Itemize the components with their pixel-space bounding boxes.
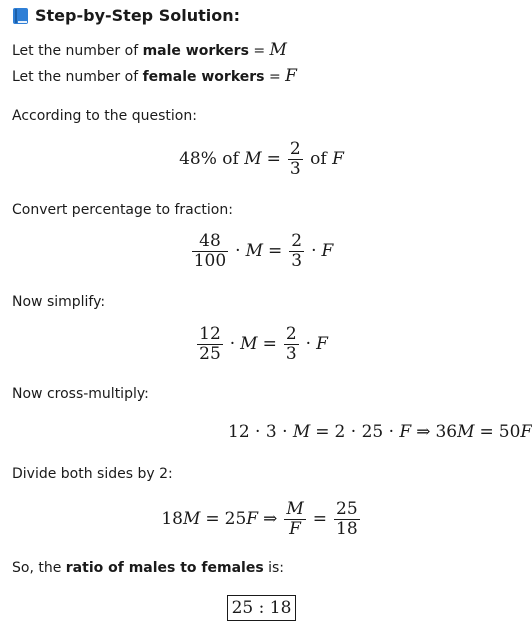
of-word: of [310,149,327,169]
eq-sign: = [315,422,330,442]
eq1-left: 48% of [179,149,245,169]
step-simplify: Now simplify: [12,294,106,310]
intro-prefix: Let the number of [12,43,143,59]
denominator: 3 [291,251,303,271]
var-m: M [240,334,258,354]
equation-3 [0,325,523,364]
denominator: 100 [193,251,227,271]
denominator: 3 [285,344,297,364]
dot: · [305,334,312,354]
eq-sign: = [205,509,220,529]
dot: · [311,241,317,261]
step-convert: Convert percentage to fraction: [12,202,233,218]
var-m: M [244,149,262,169]
eq-sign: = [268,241,283,261]
numerator: 2 [289,139,301,159]
eq-sign: = [312,509,328,529]
denominator: 25 [199,344,221,364]
answer-box: 25 : 18 [227,595,297,621]
step-according: According to the question: [12,108,197,124]
implies-arrow: ⇒ [263,509,278,529]
var-m: M [292,422,311,442]
cross-left-expr: 12 · 3 · [228,422,293,442]
cross-right-expr: 2 · 25 · [334,422,400,442]
coef-25: 25 [224,509,247,529]
numerator: 25 [336,499,358,519]
fraction-48-100 [192,232,228,271]
step-divide: Divide both sides by 2: [12,466,173,482]
numerator: M [286,499,304,519]
fraction-2-3 [288,140,303,179]
denominator: 18 [336,519,358,539]
eq-sign: = [479,422,494,442]
intro-eq: = [264,69,286,85]
fraction-m-f [284,500,305,539]
var-f: F [332,149,344,169]
eq-sign: = [266,149,281,169]
var-m: M [182,509,201,529]
intro-eq: = [248,43,270,59]
denominator: 3 [289,159,301,179]
denominator: F [284,519,305,539]
equation-1 [0,140,523,179]
final-suffix: is: [263,560,285,576]
fraction-2-3 [289,232,304,271]
numerator: 12 [199,324,221,344]
final-line [12,560,284,576]
dot: · [229,334,236,354]
fraction-2-3 [284,325,299,364]
var-f: F [246,509,259,529]
implies-arrow: ⇒ [416,422,431,442]
var-f: F [321,241,334,261]
fraction-12-25 [197,325,223,364]
equation-2 [0,232,523,271]
solution-title [12,6,240,25]
equation-5 [0,500,523,539]
var-m: M [245,241,263,261]
fraction-25-18 [334,500,360,539]
title-text: Step-by-Step Solution: [35,6,240,25]
answer-box-row [0,595,523,621]
var-f: F [520,422,532,442]
coef-50: 50 [498,422,521,442]
intro-prefix: Let the number of [12,69,143,85]
var-m: M [457,422,475,442]
intro-bold: female workers [142,69,265,85]
intro-bold: male workers [142,43,249,59]
coef-36: 36 [435,422,458,442]
coef-18: 18 [161,509,183,529]
numerator: 2 [285,324,297,344]
var-f: F [316,334,328,354]
var-f: F [399,422,412,442]
var-f: F [285,66,297,86]
final-bold: ratio of males to females [65,560,264,576]
numerator: 48 [199,231,221,251]
final-prefix: So, the [12,560,66,576]
step-cross-multiply: Now cross-multiply: [12,386,149,402]
numerator: 2 [291,231,303,251]
eq-sign: = [262,334,277,354]
equation-4 [228,422,532,442]
blue-book-icon [12,7,29,25]
intro-line-female [12,66,297,86]
intro-line-male [12,40,287,60]
var-m: M [269,40,287,60]
dot: · [235,241,241,261]
